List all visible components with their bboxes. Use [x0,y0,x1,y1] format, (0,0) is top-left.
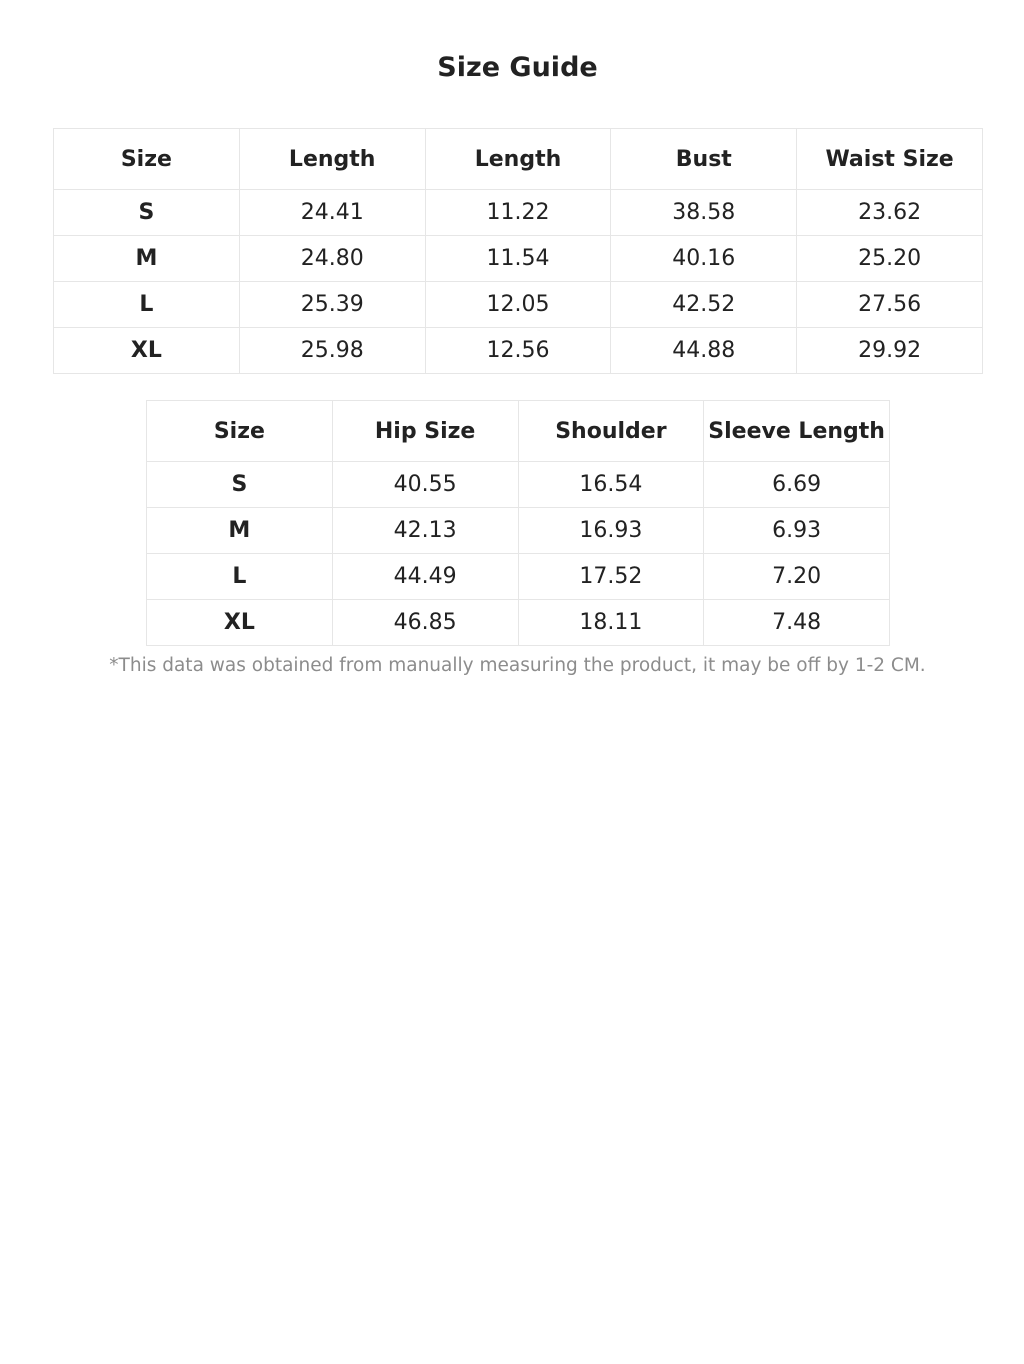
length-value-2: 11.54 [425,236,611,282]
length-value-2: 12.56 [425,328,611,374]
table-row [54,328,983,374]
table-header-row [54,129,983,190]
size-table-secondary [146,400,890,646]
measurement-disclaimer: *This data was obtained from manually measuring the product, it may be off by 1-2 CM. [109,655,926,676]
table-row [147,508,890,554]
hip-size-value: 40.55 [332,462,518,508]
sleeve-length-value: 6.93 [704,508,890,554]
size-label: M [147,508,333,554]
table-row [147,600,890,646]
column-header-length-2: Length [425,129,611,190]
table-row [54,236,983,282]
table-row [54,190,983,236]
column-header-size: Size [54,129,240,190]
length-value: 25.39 [239,282,425,328]
column-header-shoulder: Shoulder [518,401,704,462]
size-label: XL [54,328,240,374]
column-header-hip-size: Hip Size [332,401,518,462]
length-value-2: 11.22 [425,190,611,236]
size-label: L [54,282,240,328]
table-row [147,462,890,508]
waist-size-value: 23.62 [797,190,983,236]
sleeve-length-value: 7.20 [704,554,890,600]
size-label: M [54,236,240,282]
size-table-primary [53,128,983,374]
column-header-waist-size: Waist Size [797,129,983,190]
shoulder-value: 17.52 [518,554,704,600]
column-header-bust: Bust [611,129,797,190]
waist-size-value: 25.20 [797,236,983,282]
waist-size-value: 29.92 [797,328,983,374]
bust-value: 44.88 [611,328,797,374]
shoulder-value: 18.11 [518,600,704,646]
sleeve-length-value: 6.69 [704,462,890,508]
bust-value: 42.52 [611,282,797,328]
column-header-length: Length [239,129,425,190]
length-value: 25.98 [239,328,425,374]
hip-size-value: 42.13 [332,508,518,554]
waist-size-value: 27.56 [797,282,983,328]
size-label: S [54,190,240,236]
sleeve-length-value: 7.48 [704,600,890,646]
page-title: Size Guide [437,52,598,83]
table-header-row [147,401,890,462]
table-row [147,554,890,600]
size-label: L [147,554,333,600]
column-header-size: Size [147,401,333,462]
size-label: S [147,462,333,508]
length-value: 24.80 [239,236,425,282]
length-value-2: 12.05 [425,282,611,328]
shoulder-value: 16.93 [518,508,704,554]
column-header-sleeve-length: Sleeve Length [704,401,890,462]
bust-value: 40.16 [611,236,797,282]
size-label: XL [147,600,333,646]
hip-size-value: 44.49 [332,554,518,600]
hip-size-value: 46.85 [332,600,518,646]
shoulder-value: 16.54 [518,462,704,508]
length-value: 24.41 [239,190,425,236]
table-row [54,282,983,328]
bust-value: 38.58 [611,190,797,236]
